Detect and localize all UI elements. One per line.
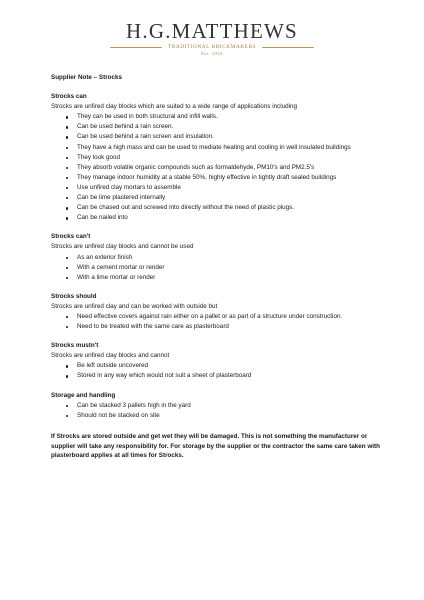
letterhead — [0, 20, 424, 56]
section-strocks-can — [51, 92, 381, 223]
brand-name: H.G.MATTHEWS — [126, 19, 298, 43]
section-heading: Strocks can — [51, 93, 87, 101]
divider-left — [110, 47, 162, 48]
section-intro: Strocks are unfired clay and can be worked with outside but — [51, 302, 218, 310]
brand-tagline: TRADITIONAL BRICKMAKERS — [167, 44, 257, 50]
list-item: They look good — [66, 153, 381, 163]
section-strocks-can-t — [51, 232, 381, 282]
list-item: Stored in any way which would not suit a sheet of plasterboard — [66, 371, 381, 381]
established-year: Est. 1923 — [201, 51, 223, 56]
bullet-list — [51, 312, 381, 332]
list-item: Can be used behind a rain screen. — [66, 122, 381, 132]
section-heading: Strocks mustn't — [51, 342, 99, 350]
section-heading: Strocks should — [51, 292, 97, 300]
list-item: Use unfired clay mortars to assemble — [66, 183, 381, 193]
tagline-row — [0, 44, 424, 50]
section-intro: Strocks are unfired clay blocks which are suited to a wide range of applications including — [51, 103, 298, 111]
document-title: Supplier Note – Strocks — [51, 74, 123, 81]
list-item: Can be chased out and screwed into directly without the need of plastic plugs. — [66, 203, 381, 213]
list-item: Should not be stacked on site — [66, 411, 381, 421]
bullet-list — [51, 112, 381, 223]
bullet-list — [51, 361, 381, 381]
sections — [51, 92, 381, 421]
list-item: Be left outside uncovered — [66, 361, 381, 371]
section-strocks-should — [51, 292, 381, 332]
list-item: As an exterior finish — [66, 253, 381, 263]
list-item: Can be lime plastered internally — [66, 193, 381, 203]
note-content — [51, 73, 381, 468]
list-item: With a lime mortar or render — [66, 273, 381, 283]
section-heading: Strocks can't — [51, 233, 91, 241]
list-item: They absorb volatile organic compounds such as formaldehyde, PM10's and PM2.5's — [66, 163, 381, 173]
list-item: They have a high mass and can be used to mediate heating and cooling in well insulated buildings — [66, 143, 381, 153]
list-item: Can be used behind a rain screen and insulation. — [66, 132, 381, 142]
list-item: Can be nailed into — [66, 213, 381, 223]
section-intro: Strocks are unfired clay blocks and cannot — [51, 352, 170, 360]
list-item: With a cement mortar or render — [66, 263, 381, 273]
section-heading: Storage and handling — [51, 391, 116, 399]
bullet-list — [51, 401, 381, 421]
section-intro: Strocks are unfired clay blocks and cannot be used — [51, 243, 194, 251]
list-item: They can be used in both structural and infill walls. — [66, 112, 381, 122]
divider-right — [262, 47, 314, 48]
list-item: Need effective covers against rain either on a pallet or as part of a structure under construction. — [66, 312, 381, 322]
list-item: Need to be treated with the same care as plasterboard — [66, 322, 381, 332]
list-item: They manage indoor humidity at a stable 50%, highly effective in tightly draft sealed buildings — [66, 173, 381, 183]
bullet-list — [51, 253, 381, 283]
list-item: Can be stacked 3 pallets high in the yard — [66, 401, 381, 411]
section-storage-and-handling — [51, 391, 381, 421]
closing-statement: If Strocks are stored outside and get wet they will be damaged. This is not something the manufacturer or supplier will take any responsibility for. For storage by the supplier or the contractor the same care taken with plasterboard applies at all times for Strocks. — [51, 432, 380, 460]
section-strocks-mustn-t — [51, 341, 381, 381]
